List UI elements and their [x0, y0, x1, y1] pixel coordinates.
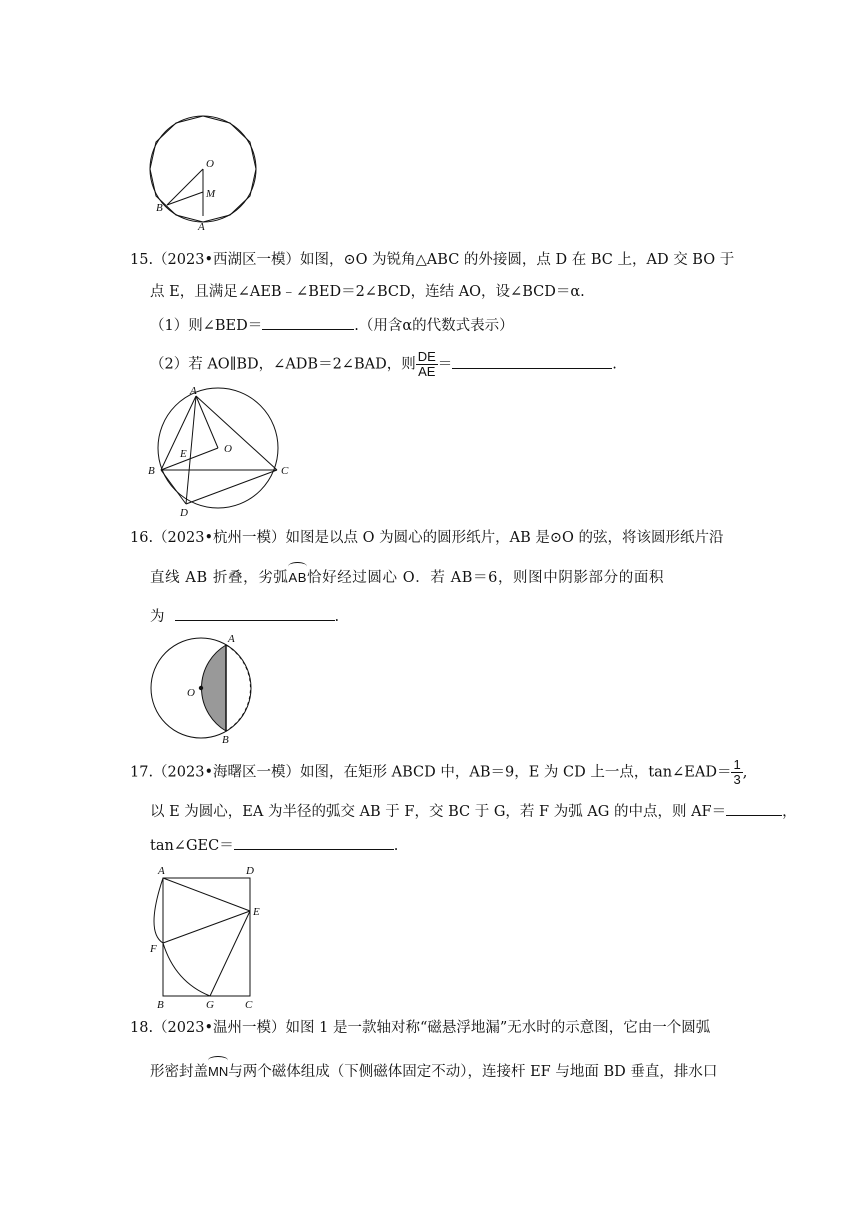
label-O: O	[187, 687, 195, 699]
label-E: E	[180, 448, 187, 460]
q17-line2	[150, 801, 797, 822]
q16-line3-text: 为	[150, 609, 165, 625]
q15-sub1	[150, 315, 514, 336]
arc-AG	[154, 878, 210, 996]
q17-line3	[150, 835, 398, 856]
label-O: O	[224, 443, 232, 455]
q15-line1: 15.（2023•西湖区一模）如图，⊙O 为锐角△ABC 的外接圆，点 D 在 BC 上，AD 交 BO 于	[130, 252, 735, 268]
label-M: M	[206, 188, 216, 200]
answer-blank-q16[interactable]	[175, 606, 335, 621]
figure-polygon-circle	[140, 112, 270, 234]
label-B: B	[222, 734, 229, 746]
label-D: D	[180, 507, 188, 516]
q15-sub2-tail: .	[612, 356, 617, 373]
q16-line3-tail: .	[334, 609, 340, 625]
q16-line2	[150, 568, 664, 588]
label-A: A	[228, 633, 235, 645]
q15-line2: 点 E，且满足∠AEB﹣∠BED＝2∠BCD，连结 AO，设∠BCD＝α.	[150, 284, 585, 300]
q17-fraction	[731, 758, 742, 787]
label-F: F	[150, 943, 157, 955]
q15-frac-num: DE	[417, 349, 436, 364]
label-G: G	[206, 999, 214, 1010]
shaded-region	[202, 645, 226, 731]
label-A: A	[158, 865, 165, 877]
q15-sub1-text: （1）则∠BED＝	[150, 318, 263, 334]
label-B: B	[157, 999, 164, 1010]
q17-line2-tail: ，	[782, 804, 797, 820]
arc-AB: AB	[288, 568, 307, 588]
q16-line2-text: 直线 AB 折叠，劣弧	[150, 570, 289, 586]
arc-MN: MN	[208, 1062, 228, 1082]
label-C: C	[281, 465, 289, 477]
q16-line1: 16.（2023•杭州一模）如图是以点 O 为圆心的圆形纸片，AB 是⊙O 的弦，将该圆形纸片沿	[130, 530, 724, 546]
answer-blank-q17-1[interactable]	[726, 801, 782, 816]
answer-blank-q15-1[interactable]	[262, 315, 354, 330]
label-C: C	[245, 999, 253, 1010]
q17-line3-text: tan∠GEC＝	[150, 838, 234, 854]
q17-frac-den: 3	[733, 772, 741, 787]
q16-line2-tail: 恰好经过圆心 O．若 AB＝6，则图中阴影部分的面积	[307, 570, 665, 586]
label-A: A	[198, 221, 205, 233]
q15-sub2-text: （2）若 AO∥BD，∠ADB＝2∠BAD，则	[150, 356, 416, 373]
q17-line1-tail: ,	[742, 764, 748, 781]
rectangle-ABCD	[163, 878, 250, 996]
q15-fraction	[416, 350, 438, 379]
q17-line1	[130, 758, 747, 787]
answer-blank-q17-2[interactable]	[234, 835, 394, 850]
q15-sub1-tail: .（用含α的代数式表示）	[354, 318, 514, 334]
q18-line1: 18.（2023•温州一模）如图 1 是一款轴对称“磁悬浮地漏”无水时的示意图，它由一个圆弧	[130, 1020, 711, 1036]
label-D: D	[246, 865, 254, 877]
figure-q17	[140, 862, 270, 1010]
q17-line3-tail: .	[393, 838, 399, 854]
label-B: B	[156, 202, 163, 214]
q16-line3	[150, 606, 339, 627]
label-O: O	[206, 158, 214, 170]
q18-line2	[150, 1062, 717, 1082]
q15-sub2	[150, 350, 617, 379]
label-A: A	[190, 385, 197, 397]
q17-frac-num: 1	[733, 757, 741, 772]
label-E: E	[253, 906, 260, 918]
figure-q15	[140, 384, 290, 516]
q15-frac-den: AE	[418, 364, 436, 379]
label-B: B	[148, 465, 155, 477]
figure-q16	[140, 632, 270, 748]
q17-line1-text: 17.（2023•海曙区一模）如图，在矩形 ABCD 中，AB＝9，E 为 CD 上一点，tan∠EAD＝	[130, 764, 732, 781]
q17-line2-text: 以 E 为圆心，EA 为半径的弧交 AB 于 F，交 BC 于 G，若 F 为弧 AG 的中点，则 AF＝	[150, 804, 727, 820]
q18-line2-text: 形密封盖	[150, 1064, 208, 1080]
folded-arc	[226, 645, 250, 731]
q15-eq: ＝	[437, 356, 453, 373]
q18-line2-tail: 与两个磁体组成（下侧磁体固定不动），连接杆 EF 与地面 BD 垂直，排水口	[228, 1064, 718, 1080]
answer-blank-q15-2[interactable]	[452, 354, 612, 369]
